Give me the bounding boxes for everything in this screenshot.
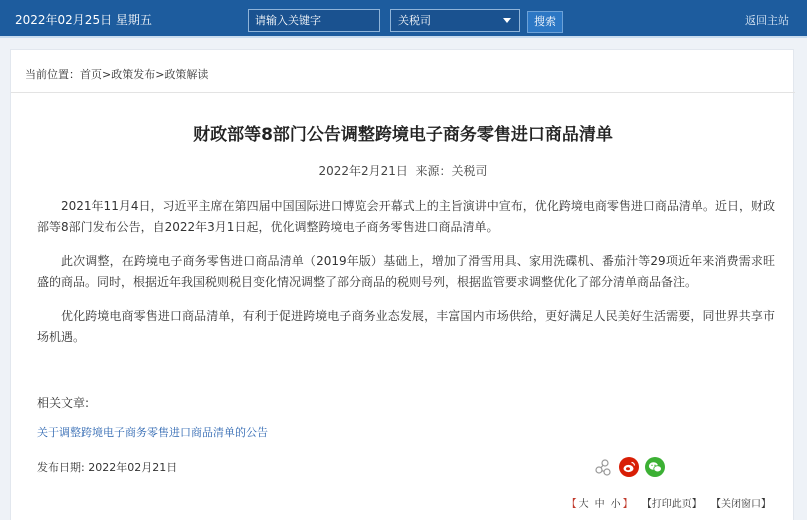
font-medium-button[interactable]: 中: [594, 499, 605, 510]
search-button[interactable]: 搜索: [527, 11, 563, 33]
chevron-down-icon: [503, 18, 511, 23]
breadcrumb-policy-interpretation[interactable]: 政策解读: [164, 68, 209, 81]
print-page-button[interactable]: 【打印此页】: [641, 499, 702, 510]
publish-date-label: 发布日期:: [37, 461, 85, 474]
department-select[interactable]: [390, 9, 520, 32]
font-size-bracket-open: 【: [566, 499, 577, 510]
wechat-icon[interactable]: [645, 457, 665, 477]
breadcrumb-home[interactable]: 首页: [80, 68, 102, 81]
breadcrumb: [25, 66, 208, 82]
return-home-link[interactable]: 返回主站: [745, 14, 789, 27]
publish-date-value: 2022年02月21日: [88, 461, 178, 474]
current-date: 2022年02月25日 星期五: [15, 13, 152, 27]
page-tools: [567, 495, 771, 510]
weibo-icon[interactable]: [619, 457, 639, 477]
breadcrumb-divider: [11, 92, 795, 93]
article-body: [37, 196, 775, 361]
article-paragraph: 优化跨境电商零售进口商品清单，有利于促进跨境电子商务业态发展，丰富国内市场供给，更好满足人民美好生活需要，同世界共享市场机遇。: [37, 309, 775, 344]
breadcrumb-policy-release[interactable]: 政策发布: [111, 68, 156, 81]
article-paragraph: 此次调整，在跨境电子商务零售进口商品清单（2019年版）基础上，增加了滑雪用具、家用洗碟机、番茄汁等29项近年来消费需求旺盛的商品。同时，根据近年我国税则税目变化情况调整了部分商品的税则号列，根据监管要求调整优化了部分清单商品备注。: [37, 254, 775, 289]
top-bar: [0, 0, 807, 38]
article-source: 关税司: [451, 164, 488, 178]
breadcrumb-separator: >: [155, 68, 165, 81]
breadcrumb-separator: >: [102, 68, 112, 81]
article-source-label: 来源：: [415, 164, 452, 178]
share-icon[interactable]: [593, 457, 613, 477]
article-date: 2022年2月21日: [318, 164, 408, 178]
related-articles-label: 相关文章:: [37, 396, 90, 410]
share-bar: [593, 456, 665, 478]
related-article-link[interactable]: 关于调整跨境电子商务零售进口商品清单的公告: [37, 426, 268, 439]
article-title: 财政部等8部门公告调整跨境电子商务零售进口商品清单: [193, 125, 613, 145]
publish-date: [37, 459, 177, 475]
font-size-bracket-close: 】: [622, 499, 633, 510]
article-meta: [11, 162, 795, 179]
font-small-button[interactable]: 小: [610, 499, 621, 510]
department-select-value: 关税司: [398, 14, 431, 27]
font-large-button[interactable]: 大: [578, 499, 589, 510]
search-input[interactable]: [248, 9, 380, 32]
close-window-button[interactable]: 【关闭窗口】: [711, 499, 771, 510]
breadcrumb-prefix: 当前位置：: [25, 68, 80, 81]
article-paragraph: 2021年11月4日，习近平主席在第四届中国国际进口博览会开幕式上的主旨演讲中宣布，优化跨境电商零售进口商品清单。近日，财政部等8部门发布公告，自2022年3月1日起，优化调整跨境电子商务零售进口商品清单。: [37, 199, 775, 234]
content-panel: [10, 49, 794, 520]
